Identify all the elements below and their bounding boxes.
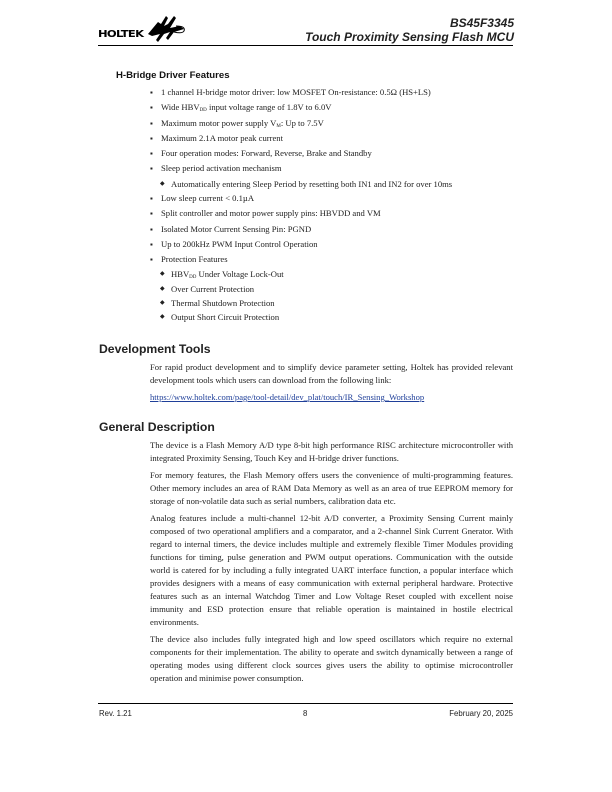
bullet-icon: ▪ [150,255,153,265]
paragraph: For memory features, the Flash Memory offers users the convenience of multi-programming features. Other memory includes an area of RAM Data Memory as well as an area of true EEPROM memory for storage of non-volatile data such as serial numbers, calibration data etc. [150,470,513,506]
paragraph: The device also includes fully integrated high and low speed oscillators which require no external components for their implementation. The ability to operate and switch dynamically between a range of operating modes using different clock sources gives users the ability to optimise microcontroller operation and minimise power consumption. [150,634,513,683]
sub-list-item: ◆ Automatically entering Sleep Period by resetting both IN1 and IN2 for over 10ms [160,178,453,189]
general-description-section [150,439,513,689]
paragraph: The device is a Flash Memory A/D type 8-bit high performance RISC architecture microcontroller with integrated Proximity Sensing, Touch Key and H-bridge driver functions. [150,440,513,463]
list-item: ▪ Sleep period activation mechanism [150,161,510,176]
list-item: ▪ Four operation modes: Forward, Reverse, Brake and Standby [150,146,510,161]
bullet-icon: ▪ [150,239,153,249]
list-item: ▪ Wide $HBV_{DD}$ input voltage range of 1.8V to 6.0V [150,102,332,114]
diamond-bullet-icon: ◆ [160,285,165,292]
list-item: ▪ Split controller and motor power supply pins: HBVDD and VM [150,206,510,221]
diamond-bullet-icon: ◆ [160,180,165,187]
bullet-icon: ▪ [150,149,153,159]
part-number: BS45F3345 [449,16,514,30]
bullet-icon: ▪ [150,103,153,113]
dev-tools-link[interactable]: https://www.holtek.com/page/tool-detail/dev_plat/touch/IR_Sensing_Workshop [150,392,425,402]
bullet-icon: ▪ [150,88,153,97]
list-item: ▪ Low sleep current < 0.1µA [150,191,510,206]
dev-tools-body: For rapid product development and to simplify device parameter setting, Holtek has provided relevant development tools which users can download from the following link: [150,362,513,385]
revision-label: Rev. 1.21 [99,709,132,718]
sub-list-item: ◆ Over Current Protection [160,283,255,294]
date-label: February 20, 2025 [449,709,513,718]
bullet-icon: ▪ [150,209,153,219]
page-number: 8 [303,709,308,718]
holtek-logo [98,14,188,42]
header-divider [98,45,513,46]
sub-list-item: ◆ Thermal Shutdown Protection [160,297,275,308]
footer-divider [98,703,513,704]
bullet-icon: ▪ [150,133,153,143]
sub-list-item: ◆ Output Short Circuit Protection [160,312,280,323]
holtek-logo-icon [146,14,188,44]
paragraph: Analog features include a multi-channel 12-bit A/D converter, a Proximity Sensing Current mainly composed of two operational amplifiers and a comparator, and a 2-channel Sink Current Gnerator. With regard to internal timers, the device includes multiple and extremely flexible Timer Modules providing functions for timing, pulse generation and PWM output operations. Communication with the outside world is catered for by including a fully integrated UART interface function, a popular interface which provides designers with a means of easy communication with external peripheral hardware. Protective features such as an internal Watchdog Timer and Low Voltage Reset coupled with excellent noise immunity and ESD protection ensure that reliable operation is maintained in hostile electrical environments. [150,513,513,627]
logo-wordmark: HOLTEK [98,29,144,40]
list-item: ▪ Maximum 2.1A motor peak current [150,131,510,146]
general-description-heading: General Description [99,420,215,434]
bullet-icon: ▪ [150,193,153,203]
hbridge-heading: H-Bridge Driver Features [116,70,230,81]
list-item: ▪ 1 channel H-bridge motor driver: low MOSFET On-resistance: 0.5Ω (HS+LS) [150,85,510,100]
list-item: ▪ Isolated Motor Current Sensing Pin: PGND [150,222,510,237]
dev-tools-heading: Development Tools [99,342,211,356]
header-titles [305,17,514,44]
diamond-bullet-icon: ◆ [160,271,165,278]
list-item: ▪ Up to 200kHz PWM Input Control Operation [150,237,510,252]
bullet-icon: ▪ [150,224,153,234]
hbridge-feature-list [150,85,510,324]
diamond-bullet-icon: ◆ [160,314,165,321]
bullet-icon: ▪ [150,118,153,128]
diamond-bullet-icon: ◆ [160,299,165,306]
sub-list-item: ◆ $HBV_{DD}$ Under Voltage Lock-Out [160,269,284,281]
list-item: ▪ Maximum motor power supply $V_M$: Up to 7.5V [150,117,324,129]
bullet-icon: ▪ [150,164,153,174]
document-title: Touch Proximity Sensing Flash MCU [305,30,514,44]
dev-tools-section [150,361,513,404]
list-item: ▪ Protection Features [150,252,510,267]
